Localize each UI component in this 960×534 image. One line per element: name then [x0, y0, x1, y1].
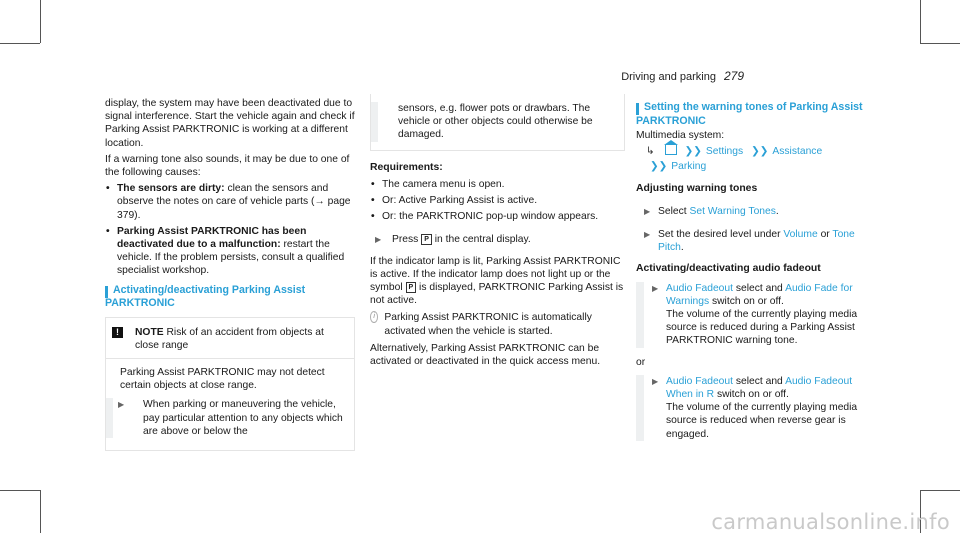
indicator-paragraph: If the indicator lamp is lit, Parking Assist PARKTRONIC is active. If the indicator lamp does not light up or the symbol P is displayed, PARKTRONIC Parking Assist is not active.: [370, 255, 624, 307]
chevron-icon: ❯❯: [650, 161, 668, 173]
crop-mark: [920, 43, 960, 44]
menu-path-continued: [650, 160, 866, 173]
press-step: ▶ Press P in the central display.: [370, 233, 625, 246]
column-2: [370, 97, 625, 371]
section-title: Setting the warning tones of Parking Assist PARKTRONIC: [636, 101, 866, 128]
note-continuation: sensors, e.g. flower pots or drawbars. The vehicle or other objects could otherwise be damaged.: [370, 94, 625, 151]
requirement-item: • The camera menu is open.: [370, 178, 625, 191]
home-icon: [665, 145, 677, 155]
crop-mark: [920, 0, 921, 43]
crop-mark: [40, 0, 41, 43]
menu-parking: Parking: [671, 161, 707, 173]
section-title: Activating/deactivating Parking Assist PARKTRONIC: [105, 284, 355, 311]
section-name: Driving and parking: [621, 71, 716, 83]
fade-step: ▶ Audio Fadeout select and Audio Fade for Warnings switch on or off. The volume of the currently playing media source is reduced during a Parking Assist PARKTRONIC warning tone.: [636, 282, 866, 348]
requirement-item: • Or: the PARKTRONIC pop-up window appears.: [370, 210, 625, 223]
warning-icon: !: [112, 327, 123, 338]
page-number: 279: [723, 69, 744, 83]
adjust-step: ▶ Select Set Warning Tones.: [636, 205, 866, 218]
crop-mark: [40, 490, 41, 533]
adjust-step: ▶ Set the desired level under Volume or Tone Pitch.: [636, 228, 866, 254]
note-step: ▶ When parking or maneuvering the vehicle, pay particular attention to any objects which are above or below the: [106, 398, 346, 438]
system-label: Multimedia system:: [636, 130, 725, 141]
note-box: [105, 317, 355, 451]
chevron-icon: ❯❯: [684, 146, 702, 158]
return-arrow-icon: ↳: [646, 146, 655, 158]
column-1: [105, 97, 355, 451]
note-label: NOTE: [135, 326, 164, 338]
menu-path: [646, 145, 866, 158]
menu-assistance: Assistance: [772, 146, 823, 158]
fade-title: Activating/deactivating audio fadeout: [636, 263, 821, 275]
or-label: or: [636, 356, 646, 368]
causes-intro: If a warning tone also sounds, it may be due to one of the following causes:: [105, 153, 350, 179]
alternative-paragraph: Alternatively, Parking Assist PARKTRONIC can be activated or deactivated in the quick access menu.: [370, 342, 601, 368]
chevron-icon: ❯❯: [751, 146, 769, 158]
menu-settings: Settings: [705, 146, 744, 158]
requirements-title: Requirements:: [370, 161, 443, 173]
note-header: ! NOTE Risk of an accident from objects at close range: [106, 318, 354, 359]
requirement-item: • Or: Active Parking Assist is active.: [370, 194, 625, 207]
intro-paragraph: display, the system may have been deactivated due to signal interference. Start the vehicle again and check if Parking Assist PARKTRONIC is working at a different location.: [105, 98, 355, 149]
watermark: carmanualsonline.info: [711, 509, 950, 534]
adjust-title: Adjusting warning tones: [636, 182, 758, 194]
parktronic-off-icon: P: [406, 282, 417, 293]
crop-mark: [0, 43, 40, 44]
cause-item: • The sensors are dirty: clean the sensors and observe the notes on care of vehicle parts (→ page 379).: [105, 182, 355, 222]
column-3: [636, 97, 866, 449]
crop-mark: [920, 490, 960, 491]
fade-step: ▶ Audio Fadeout select and Audio Fadeout When in R switch on or off. The volume of the currently playing media source is reduced when reverse gear is engaged.: [636, 375, 866, 441]
info-icon: i: [370, 311, 378, 323]
note-body: Parking Assist PARKTRONIC may not detect certain objects at close range. ▶ When parking or maneuvering the vehicle, pay particular attention to any objects which are above or below the: [106, 359, 354, 450]
page-header: [621, 70, 744, 84]
parktronic-key-icon: P: [421, 234, 432, 245]
info-note: i Parking Assist PARKTRONIC is automatically activated when the vehicle is started.: [370, 311, 625, 337]
cause-item: • Parking Assist PARKTRONIC has been deactivated due to a malfunction: restart the vehicle. If the problem persists, consult a qualified specialist workshop.: [105, 225, 355, 278]
crop-mark: [0, 490, 40, 491]
